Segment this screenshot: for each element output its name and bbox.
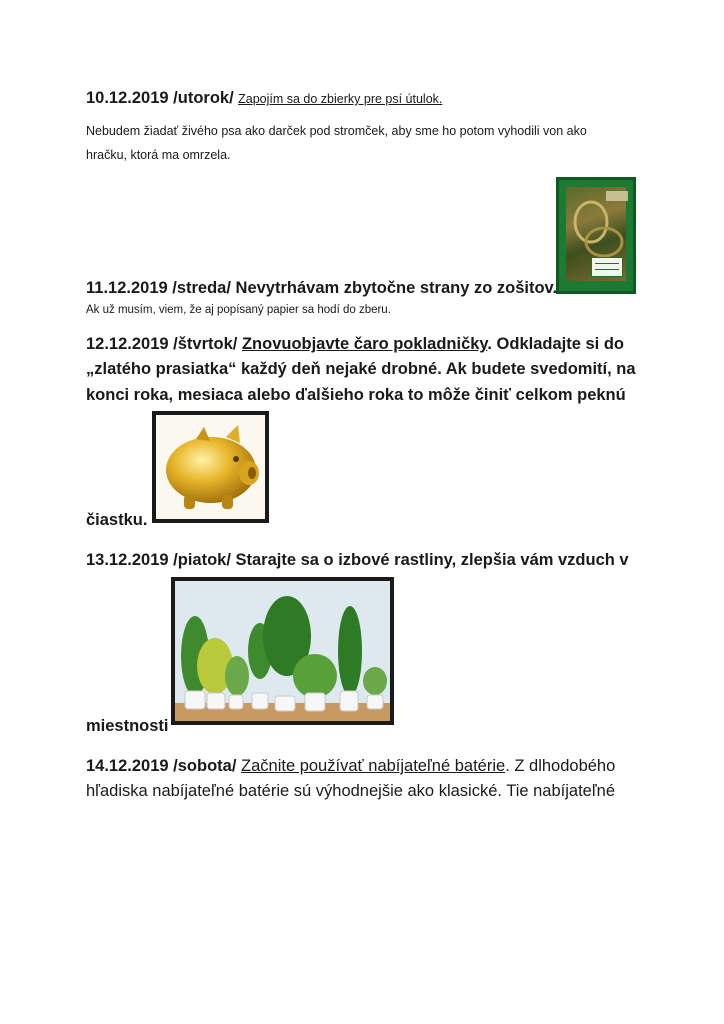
entry-body-line: Nebudem žiadať živého psa ako darček pod stromček, aby sme ho potom vyhodili von ako bbox=[86, 124, 587, 138]
entry-text: . Z dlhodobého bbox=[505, 757, 616, 775]
piggy-bank-image bbox=[152, 411, 269, 523]
entry-date: 12.12.2019 /štvrtok/ bbox=[86, 335, 238, 353]
entry-heading-10-12 bbox=[86, 89, 442, 108]
entry-body-line: čiastku. bbox=[86, 511, 148, 529]
entry-body-line: hračku, ktorá ma omrzela. bbox=[86, 148, 231, 162]
notebook-image bbox=[556, 177, 636, 294]
notebook-label bbox=[591, 257, 623, 277]
entry-heading-14-12 bbox=[86, 757, 615, 776]
entry-text: . Odkladajte si do bbox=[487, 335, 624, 353]
entry-title-link[interactable]: Začnite používať nabíjateľné batérie bbox=[241, 757, 506, 775]
houseplants-image bbox=[171, 577, 394, 725]
entry-date: 10.12.2019 /utorok/ bbox=[86, 89, 234, 107]
entry-body-line: konci roka, mesiaca alebo ďalšieho roka to môže činiť celkom peknú bbox=[86, 386, 626, 404]
piggy-bank-icon bbox=[156, 415, 265, 519]
entry-body-line: miestnosti bbox=[86, 717, 169, 735]
entry-heading-13-12: 13.12.2019 /piatok/ Starajte sa o izbové rastliny, zlepšia vám vzduch v bbox=[86, 551, 629, 569]
entry-title-link[interactable]: Znovuobjavte čaro pokladničky bbox=[241, 335, 488, 353]
entry-body-line: hľadiska nabíjateľné batérie sú výhodnejšie ako klasické. Tie nabíjateľné bbox=[86, 782, 616, 800]
entry-body-line: „zlatého prasiatka“ každý deň nejaké drobné. Ak budete svedomití, na bbox=[86, 360, 636, 378]
houseplants-icon bbox=[175, 581, 390, 721]
entry-body-line: Ak už musím, viem, že aj popísaný papier sa hodí do zberu. bbox=[86, 304, 391, 316]
entry-heading-12-12 bbox=[86, 335, 624, 354]
entry-title-link[interactable]: Zapojím sa do zbierky pre psí útulok. bbox=[238, 92, 443, 106]
entry-date: 14.12.2019 /sobota/ bbox=[86, 757, 237, 775]
entry-heading-11-12: 11.12.2019 /streda/ Nevytrhávam zbytočne strany zo zošitov. bbox=[86, 279, 558, 297]
